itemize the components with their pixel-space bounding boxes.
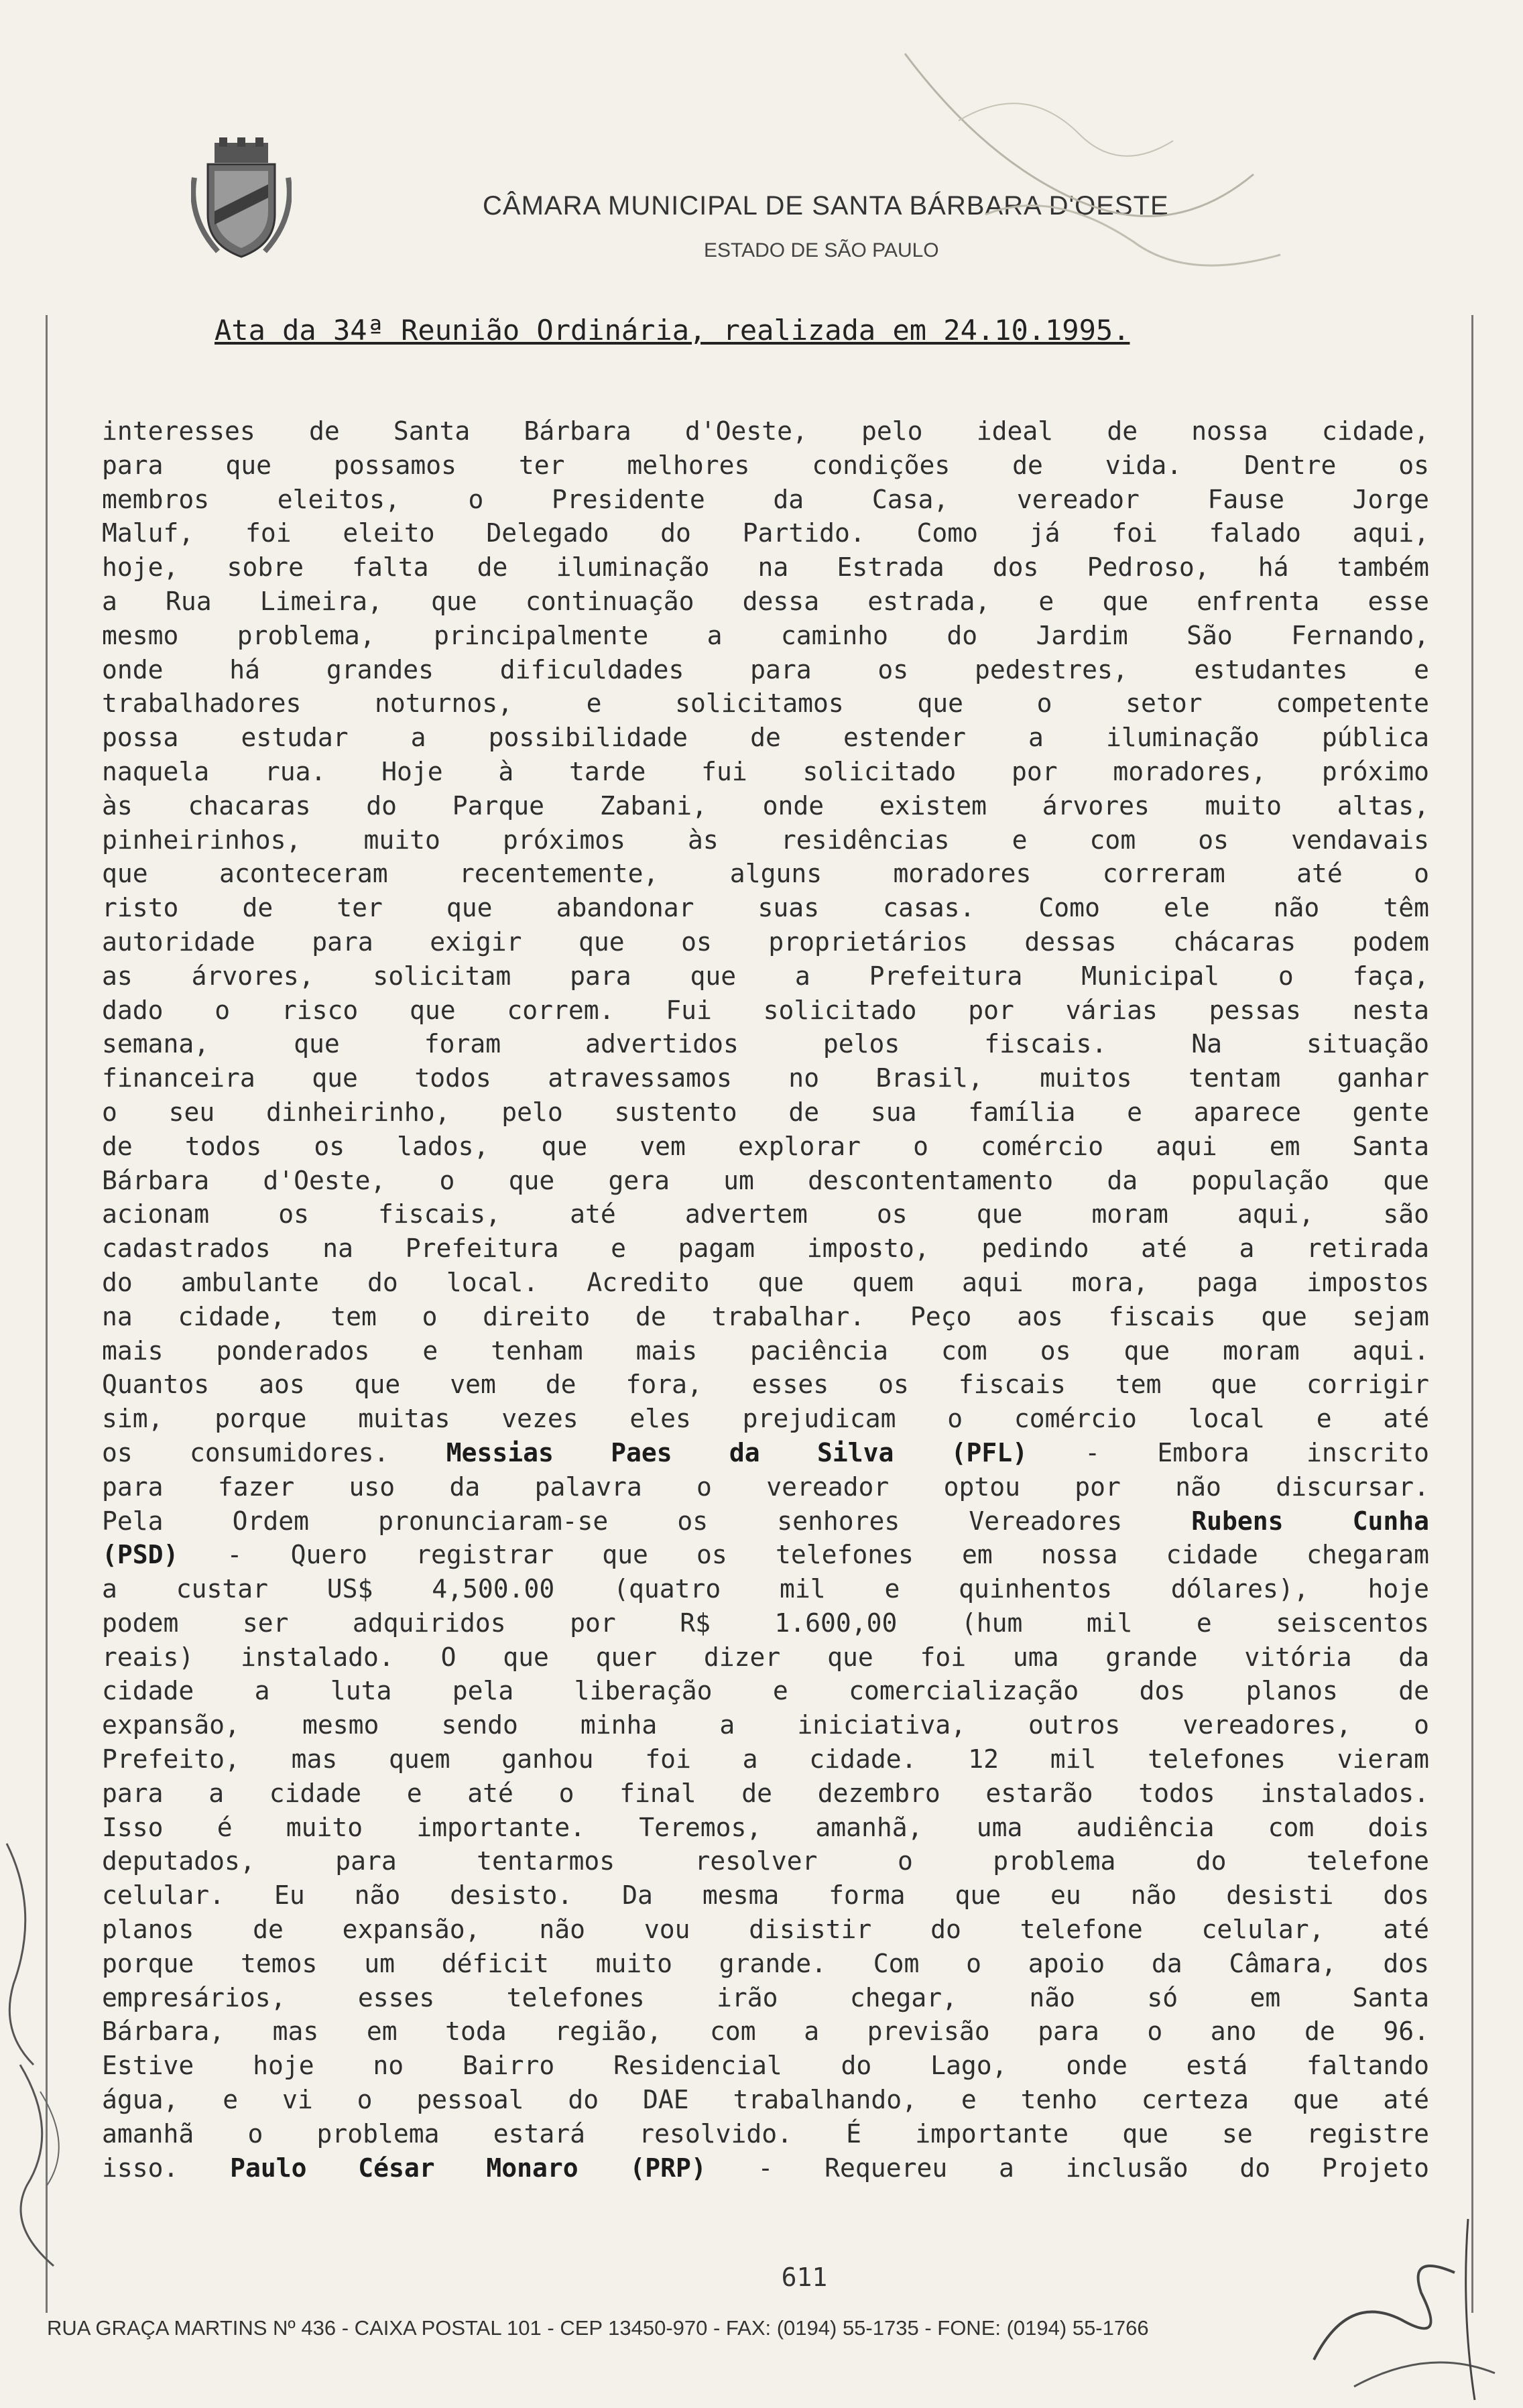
state-name: ESTADO DE SÃO PAULO <box>704 239 939 261</box>
text-segment: que aconteceram recentemente, alguns moradores correram até o <box>102 859 1429 889</box>
text-segment: mais ponderados e tenham mais paciência com os que moram aqui. <box>102 1335 1429 1366</box>
minutes-body <box>102 414 1429 2185</box>
text-line <box>102 1742 1429 1777</box>
text-segment: Prefeito, mas quem ganhou foi a cidade. 12 mil telefones vieram <box>102 1744 1429 1774</box>
text-segment: podem ser adquiridos por R$ 1.600,00 (hum mil e seiscentos <box>102 1608 1429 1638</box>
text-line <box>102 686 1429 721</box>
text-segment: mesmo problema, principalmente a caminho do Jardim São Fernando, <box>102 620 1429 650</box>
text-segment: - Embora inscrito <box>1028 1437 1429 1467</box>
text-segment: dado o risco que correm. Fui solicitado por várias pessas nesta <box>102 995 1429 1025</box>
text-segment: a Rua Limeira, que continuação dessa estrada, e que enfrenta esse <box>102 586 1429 616</box>
text-line <box>102 1674 1429 1708</box>
text-line <box>102 1878 1429 1913</box>
text-line <box>102 1572 1429 1606</box>
text-line <box>102 1368 1429 1402</box>
text-line <box>102 1061 1429 1095</box>
text-line <box>102 1606 1429 1640</box>
text-line <box>102 1708 1429 1742</box>
text-line <box>102 1981 1429 2015</box>
text-line <box>102 721 1429 755</box>
text-segment: empresários, esses telefones irão chegar, não só em Santa <box>102 1982 1429 2012</box>
text-line <box>102 2014 1429 2049</box>
text-line <box>102 1436 1429 1470</box>
text-line <box>102 1504 1429 1539</box>
text-segment: pinheirinhos, muito próximos às residências e com os vendavais <box>102 825 1429 855</box>
text-segment: risto de ter que abandonar suas casas. Como ele não têm <box>102 893 1429 923</box>
text-segment: Pela Ordem pronunciaram-se os senhores Vereadores <box>102 1506 1192 1536</box>
text-line <box>102 959 1429 994</box>
text-line <box>102 1470 1429 1504</box>
text-line <box>102 1197 1429 1231</box>
text-line <box>102 925 1429 959</box>
minutes-title: Ata da 34ª Reunião Ordinária, realizada em 24.10.1995. <box>215 314 1130 347</box>
text-segment: hoje, sobre falta de iluminação na Estrada dos Pedroso, há também <box>102 552 1429 583</box>
text-segment: o seu dinheirinho, pelo sustento de sua família e aparece gente <box>102 1097 1429 1127</box>
text-line <box>102 585 1429 619</box>
text-segment: para a cidade e até o final de dezembro estarão todos instalados. <box>102 1778 1429 1808</box>
text-segment: às chacaras do Parque Zabani, onde existem árvores muito altas, <box>102 790 1429 821</box>
text-segment: trabalhadores noturnos, e solicitamos que o setor competente <box>102 688 1429 719</box>
text-line <box>102 483 1429 517</box>
text-line <box>102 2083 1429 2117</box>
text-segment: possa estudar a possibilidade de estender a iluminação pública <box>102 723 1429 753</box>
text-line <box>102 823 1429 857</box>
speaker-name: (PSD) <box>102 1540 179 1570</box>
text-line <box>102 1231 1429 1266</box>
text-line <box>102 1130 1429 1164</box>
text-segment: amanhã o problema estará resolvido. É importante que se registre <box>102 2118 1429 2149</box>
right-margin-rule <box>1471 315 1473 2313</box>
speaker-name: Rubens Cunha <box>1191 1506 1429 1536</box>
text-segment: naquela rua. Hoje à tarde fui solicitado por moradores, próximo <box>102 756 1429 786</box>
left-margin-rule <box>46 315 48 2313</box>
text-line <box>102 2151 1429 2185</box>
footer-address: RUA GRAÇA MARTINS Nº 436 - CAIXA POSTAL 101 - CEP 13450-970 - FAX: (0194) 55-1735 - FONE: (0194) 55-1766 <box>47 2316 1149 2340</box>
text-segment: Estive hoje no Bairro Residencial do Lago, onde está faltando <box>102 2051 1429 2081</box>
text-segment: cidade a luta pela liberação e comercialização dos planos de <box>102 1676 1429 1706</box>
text-segment: semana, que foram advertidos pelos fiscais. Na situação <box>102 1029 1429 1059</box>
text-line <box>102 994 1429 1028</box>
text-segment: na cidade, tem o direito de trabalhar. Peço aos fiscais que sejam <box>102 1301 1429 1331</box>
text-line <box>102 1402 1429 1436</box>
text-segment: sim, porque muitas vezes eles prejudicam o comércio local e até <box>102 1404 1429 1434</box>
text-segment: interesses de Santa Bárbara d'Oeste, pelo ideal de nossa cidade, <box>102 416 1429 446</box>
text-segment: do ambulante do local. Acredito que quem aqui mora, paga impostos <box>102 1267 1429 1297</box>
text-segment: para fazer uso da palavra o vereador optou por não discursar. <box>102 1471 1429 1502</box>
coat-of-arms-icon <box>191 137 292 261</box>
text-line <box>102 1027 1429 1061</box>
text-segment: Bárbara, mas em toda região, com a previsão para o ano de 96. <box>102 2016 1429 2047</box>
text-line <box>102 1266 1429 1300</box>
text-segment: expansão, mesmo sendo minha a iniciativa, outros vereadores, o <box>102 1710 1429 1740</box>
text-line <box>102 1844 1429 1878</box>
text-line <box>102 789 1429 823</box>
text-segment: autoridade para exigir que os proprietários dessas chácaras podem <box>102 926 1429 957</box>
text-line <box>102 1164 1429 1198</box>
text-segment: de todos os lados, que vem explorar o comércio aqui em Santa <box>102 1131 1429 1161</box>
text-segment: reais) instalado. O que quer dizer que foi uma grande vitória da <box>102 1642 1429 1672</box>
text-line <box>102 414 1429 448</box>
text-segment: deputados, para tentarmos resolver o problema do telefone <box>102 1846 1429 1876</box>
text-line <box>102 1777 1429 1811</box>
text-segment: Isso é muito importante. Teremos, amanhã, uma audiência com dois <box>102 1812 1429 1842</box>
text-line <box>102 857 1429 891</box>
text-line <box>102 653 1429 687</box>
page-number: 611 <box>781 2263 828 2292</box>
text-line <box>102 755 1429 789</box>
speaker-name: Paulo César Monaro (PRP) <box>230 2153 707 2183</box>
text-segment: Maluf, foi eleito Delegado do Partido. Como já foi falado aqui, <box>102 518 1429 548</box>
text-line <box>102 1640 1429 1675</box>
text-segment: celular. Eu não desisto. Da mesma forma que eu não desisti dos <box>102 1880 1429 1911</box>
text-segment: para que possamos ter melhores condições de vida. Dentre os <box>102 450 1429 480</box>
text-line <box>102 1334 1429 1368</box>
bottom-right-signature-icon <box>1294 2212 1522 2407</box>
text-segment: membros eleitos, o Presidente da Casa, vereador Fause Jorge <box>102 484 1429 514</box>
text-line <box>102 448 1429 483</box>
text-line <box>102 516 1429 550</box>
text-segment: as árvores, solicitam para que a Prefeitura Municipal o faça, <box>102 961 1429 991</box>
text-line <box>102 2117 1429 2151</box>
speaker-name: Messias Paes da Silva (PFL) <box>446 1437 1028 1467</box>
chamber-name: CÂMARA MUNICIPAL DE SANTA BÁRBARA D'OESTE <box>483 191 1169 221</box>
text-line <box>102 2049 1429 2083</box>
text-segment: planos de expansão, não vou disistir do telefone celular, até <box>102 1915 1429 1945</box>
text-line <box>102 891 1429 925</box>
text-segment: - Quero registrar que os telefones em nossa cidade chegaram <box>178 1540 1429 1570</box>
text-segment: isso. <box>102 2153 231 2183</box>
text-segment: a custar US$ 4,500.00 (quatro mil e quinhentos dólares), hoje <box>102 1574 1429 1604</box>
text-segment: acionam os fiscais, até advertem os que moram aqui, são <box>102 1199 1429 1229</box>
text-segment: cadastrados na Prefeitura e pagam imposto, pedindo até a retirada <box>102 1233 1429 1264</box>
text-segment: Quantos aos que vem de fora, esses os fiscais tem que corrigir <box>102 1370 1429 1400</box>
text-line <box>102 1913 1429 1947</box>
text-segment: financeira que todos atravessamos no Brasil, muitos tentam ganhar <box>102 1063 1429 1093</box>
text-line <box>102 1300 1429 1334</box>
text-line <box>102 1095 1429 1130</box>
text-segment: porque temos um déficit muito grande. Com o apoio da Câmara, dos <box>102 1948 1429 1978</box>
text-segment: os consumidores. <box>102 1437 446 1467</box>
text-line <box>102 619 1429 653</box>
text-line <box>102 1947 1429 1981</box>
text-segment: água, e vi o pessoal do DAE trabalhando, e tenho certeza que até <box>102 2085 1429 2115</box>
text-line <box>102 1811 1429 1845</box>
text-line <box>102 1538 1429 1572</box>
text-line <box>102 550 1429 585</box>
text-segment: onde há grandes dificuldades para os pedestres, estudantes e <box>102 654 1429 684</box>
text-segment: Bárbara d'Oeste, o que gera um descontentamento da população que <box>102 1165 1429 1195</box>
text-segment: - Requereu a inclusão do Projeto <box>706 2153 1429 2183</box>
